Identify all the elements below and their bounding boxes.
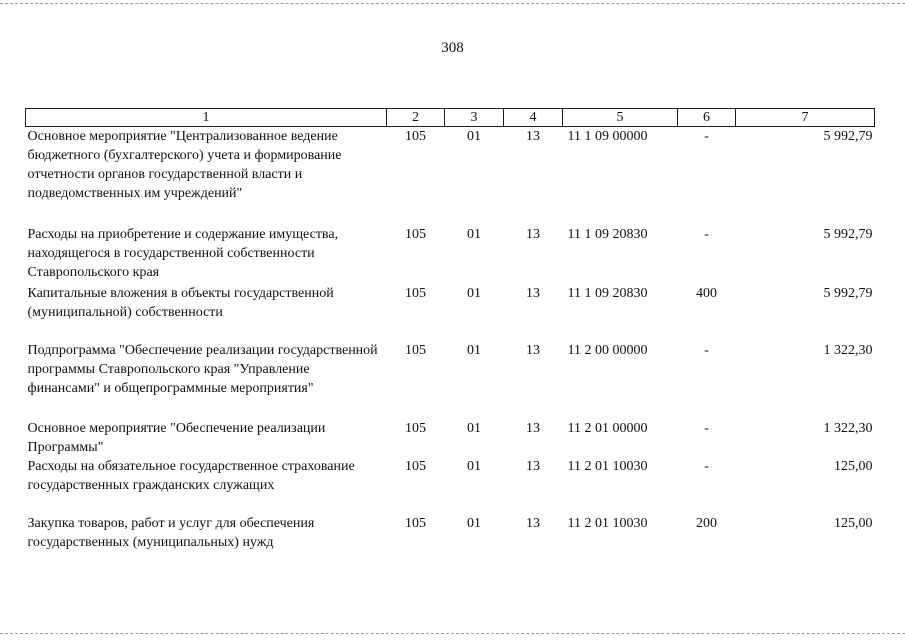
cell-c7: 5 992,79 bbox=[823, 226, 873, 242]
cell-c7: 125,00 bbox=[834, 515, 873, 531]
cell-c5: 11 2 00 00000 bbox=[567, 342, 648, 358]
column-header-1: 1 bbox=[26, 109, 387, 127]
cell-c5: 11 1 09 00000 bbox=[567, 129, 648, 144]
scan-edge-bottom bbox=[0, 633, 905, 634]
cell-c5: 11 2 01 10030 bbox=[567, 458, 648, 474]
table-row bbox=[26, 457, 875, 514]
table-row bbox=[26, 514, 875, 554]
row-name: Подпрограмма "Обеспечение реализации государственной программы Ставропольского края "Управление финансами" и общепрограммные мероприятия" bbox=[27, 342, 378, 396]
cell-c5: 11 1 09 20830 bbox=[567, 226, 648, 242]
cell-c4: 13 bbox=[526, 515, 540, 531]
cell-c2: 105 bbox=[405, 515, 426, 531]
table-row bbox=[26, 225, 875, 284]
row-name: Расходы на обязательное государственное страхование государственных гражданских служащих bbox=[27, 458, 355, 493]
column-header-4: 4 bbox=[504, 109, 563, 127]
cell-c7: 1 322,30 bbox=[823, 342, 873, 358]
cell-c2: 105 bbox=[405, 285, 426, 301]
cell-c4: 13 bbox=[526, 420, 540, 436]
cell-c7: 5 992,79 bbox=[823, 129, 873, 144]
header-row bbox=[26, 109, 875, 127]
cell-c2: 105 bbox=[405, 226, 426, 242]
cell-c4: 13 bbox=[526, 285, 540, 301]
row-name: Расходы на приобретение и содержание имущества, находящегося в государственной собственности Ставропольского края bbox=[27, 226, 339, 280]
cell-c2: 105 bbox=[405, 129, 426, 144]
cell-c5: 11 2 01 10030 bbox=[567, 515, 648, 531]
cell-c5: 11 1 09 20830 bbox=[567, 285, 648, 301]
table-row bbox=[26, 284, 875, 341]
cell-c3: 01 bbox=[467, 285, 481, 301]
column-header-5: 5 bbox=[563, 109, 678, 127]
cell-c3: 01 bbox=[467, 342, 481, 358]
row-name: Основное мероприятие "Обеспечение реализации Программы" bbox=[27, 420, 326, 455]
table-row bbox=[26, 127, 875, 225]
cell-c2: 105 bbox=[405, 420, 426, 436]
scan-edge-top bbox=[0, 3, 905, 4]
cell-c7: 125,00 bbox=[834, 458, 873, 474]
cell-c2: 105 bbox=[405, 342, 426, 358]
cell-c6: - bbox=[704, 420, 709, 436]
column-header-2: 2 bbox=[387, 109, 445, 127]
cell-c3: 01 bbox=[467, 420, 481, 436]
cell-c5: 11 2 01 00000 bbox=[567, 420, 648, 436]
page-number: 308 bbox=[441, 40, 464, 56]
cell-c3: 01 bbox=[467, 458, 481, 474]
budget-table bbox=[25, 108, 875, 554]
cell-c7: 1 322,30 bbox=[823, 420, 873, 436]
table-row bbox=[26, 419, 875, 457]
cell-c3: 01 bbox=[467, 226, 481, 242]
cell-c6: - bbox=[704, 129, 709, 144]
column-header-7: 7 bbox=[736, 109, 875, 127]
cell-c4: 13 bbox=[526, 226, 540, 242]
cell-c3: 01 bbox=[467, 515, 481, 531]
cell-c2: 105 bbox=[405, 458, 426, 474]
cell-c4: 13 bbox=[526, 129, 540, 144]
table-row bbox=[26, 341, 875, 419]
cell-c6: - bbox=[704, 226, 709, 242]
row-name: Капитальные вложения в объекты государственной (муниципальной) собственности bbox=[27, 285, 334, 320]
cell-c6: - bbox=[704, 458, 709, 474]
cell-c6: 400 bbox=[696, 285, 717, 301]
row-name: Закупка товаров, работ и услуг для обеспечения государственных (муниципальных) нужд bbox=[27, 515, 315, 550]
column-header-6: 6 bbox=[678, 109, 736, 127]
cell-c4: 13 bbox=[526, 458, 540, 474]
cell-c3: 01 bbox=[467, 129, 481, 144]
cell-c7: 5 992,79 bbox=[823, 285, 873, 301]
cell-c6: - bbox=[704, 342, 709, 358]
column-header-3: 3 bbox=[445, 109, 504, 127]
row-name: Основное мероприятие "Централизованное ведение бюджетного (бухгалтерского) учета и формирование отчетности органов государственной власти и подведомственных им учреждений" bbox=[27, 129, 342, 201]
cell-c4: 13 bbox=[526, 342, 540, 358]
cell-c6: 200 bbox=[696, 515, 717, 531]
